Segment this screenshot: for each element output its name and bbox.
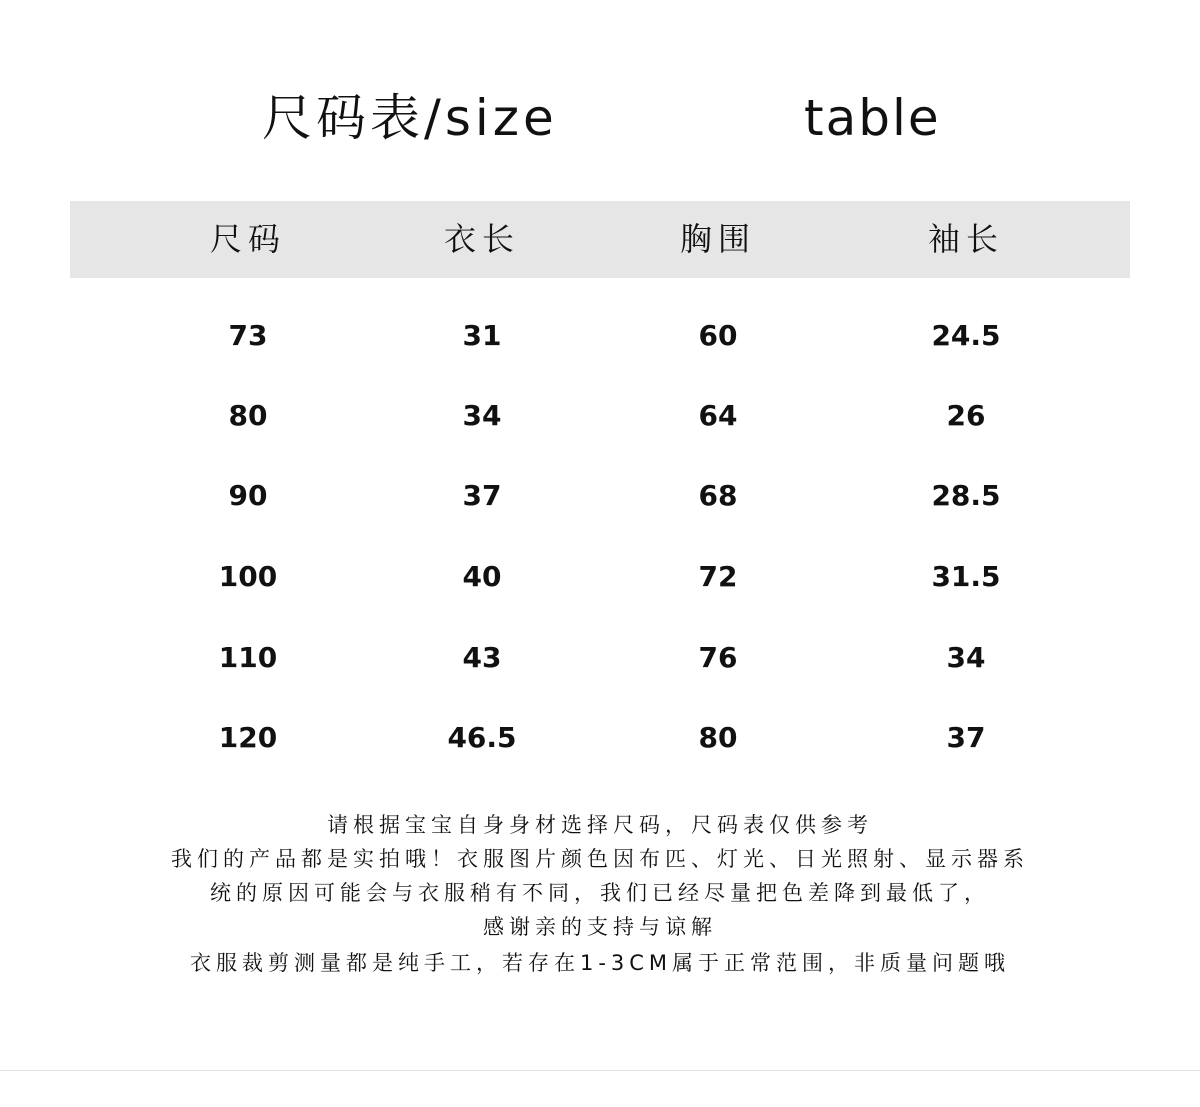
cell-sleeve: 26: [946, 399, 986, 432]
cell-length: 46.5: [447, 721, 517, 754]
note-line: 统的原因可能会与衣服稍有不同，我们已经尽量把色差降到最低了，: [210, 881, 990, 905]
cell-chest: 64: [698, 399, 738, 432]
cell-length: 31: [462, 319, 502, 352]
cell-sleeve: 28.5: [931, 479, 1001, 512]
cell-length: 43: [462, 641, 502, 674]
cell-length: 40: [462, 560, 502, 593]
cell-sleeve: 31.5: [931, 560, 1001, 593]
cell-chest: 60: [698, 319, 738, 352]
title-right: table: [804, 89, 941, 147]
header-chest: 胸围: [679, 220, 756, 258]
table-row: [0, 306, 1200, 366]
table-row: [0, 466, 1200, 526]
table-row: [0, 708, 1200, 768]
note-line: 衣服裁剪测量都是纯手工，若存在1-3CM属于正常范围，非质量问题哦: [189, 951, 1011, 975]
cell-size: 73: [228, 319, 268, 352]
cell-sleeve: 24.5: [931, 319, 1001, 352]
cell-chest: 68: [698, 479, 738, 512]
cell-size: 120: [218, 721, 278, 754]
bottom-divider: [0, 1070, 1200, 1071]
header-sleeve: 袖长: [927, 220, 1004, 258]
cell-size: 80: [228, 399, 268, 432]
table-row: [0, 547, 1200, 607]
note-line: 感谢亲的支持与谅解: [483, 915, 717, 939]
cell-size: 100: [218, 560, 278, 593]
cell-chest: 80: [698, 721, 738, 754]
header-size: 尺码: [209, 220, 286, 258]
cell-size: 110: [218, 641, 278, 674]
cell-length: 37: [462, 479, 502, 512]
cell-sleeve: 34: [946, 641, 986, 674]
cell-chest: 72: [698, 560, 738, 593]
table-row: [0, 386, 1200, 446]
table-header: [70, 201, 1130, 278]
cell-length: 34: [462, 399, 502, 432]
cell-size: 90: [228, 479, 268, 512]
table-row: [0, 628, 1200, 688]
note-line: 请根据宝宝自身身材选择尺码，尺码表仅供参考: [327, 813, 873, 837]
cell-chest: 76: [698, 641, 738, 674]
cell-sleeve: 37: [946, 721, 986, 754]
page-title: [0, 78, 1200, 158]
header-length: 衣长: [443, 220, 520, 258]
title-left: 尺码表/size: [262, 89, 558, 147]
note-line: 我们的产品都是实拍哦！衣服图片颜色因布匹、灯光、日光照射、显示器系: [171, 847, 1029, 871]
